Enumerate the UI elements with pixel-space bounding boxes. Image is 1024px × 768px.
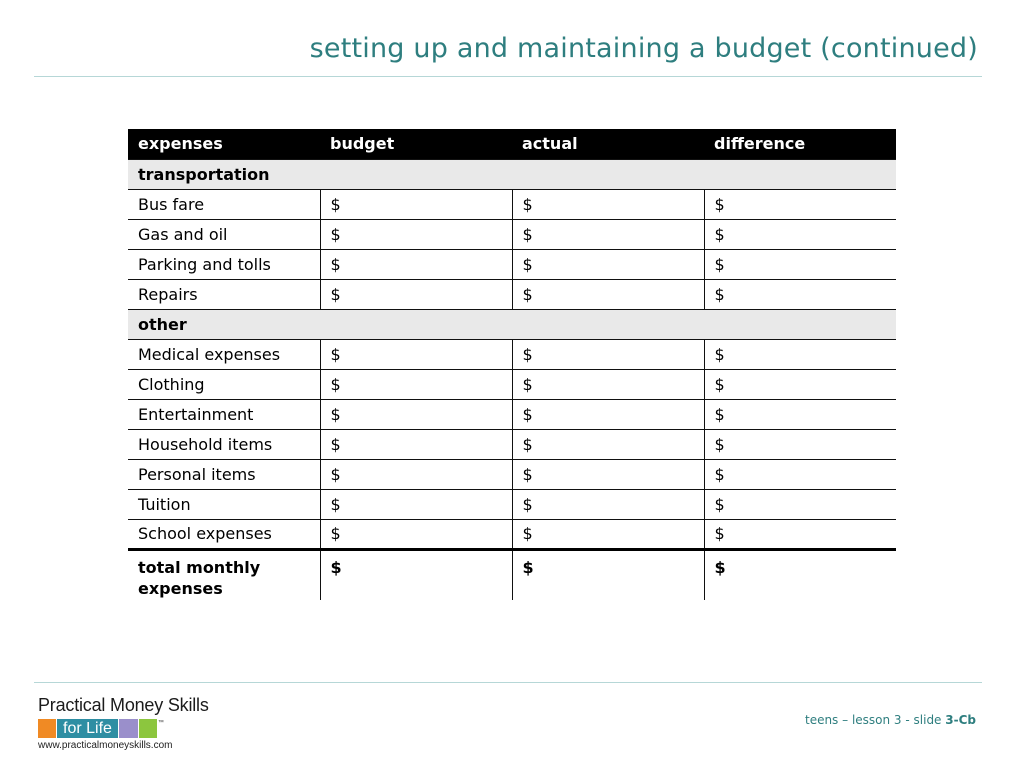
footer-text: teens – lesson 3 - slide xyxy=(804,713,946,727)
logo-subtitle: for Life xyxy=(57,719,118,738)
slide-footer xyxy=(805,713,976,727)
actual-cell: $ xyxy=(512,249,704,279)
actual-cell: $ xyxy=(512,399,704,429)
budget-cell: $ xyxy=(320,429,512,459)
row-label: Clothing xyxy=(128,369,320,399)
budget-cell: $ xyxy=(320,189,512,219)
table-row xyxy=(128,279,896,309)
total-label: total monthly expenses xyxy=(138,557,261,598)
total-difference-cell: $ xyxy=(704,549,896,600)
budget-cell: $ xyxy=(320,219,512,249)
table-row xyxy=(128,189,896,219)
slide-title: setting up and maintaining a budget (continued) xyxy=(309,33,978,64)
practical-money-skills-logo xyxy=(38,695,209,751)
row-label: Tuition xyxy=(128,489,320,519)
title-divider xyxy=(34,76,982,77)
difference-cell: $ xyxy=(704,519,896,549)
difference-cell: $ xyxy=(704,219,896,249)
budget-cell: $ xyxy=(320,279,512,309)
table-row xyxy=(128,399,896,429)
table-row xyxy=(128,459,896,489)
row-label: Personal items xyxy=(128,459,320,489)
logo-trademark: ™ xyxy=(157,720,164,726)
logo-purple-block xyxy=(119,719,138,738)
section-label: other xyxy=(128,309,896,339)
difference-cell: $ xyxy=(704,369,896,399)
table-row xyxy=(128,429,896,459)
difference-cell: $ xyxy=(704,189,896,219)
slide-id: 3-Cb xyxy=(945,713,976,727)
budget-cell: $ xyxy=(320,339,512,369)
actual-cell: $ xyxy=(512,279,704,309)
table-row xyxy=(128,489,896,519)
logo-orange-block xyxy=(38,719,56,738)
section-row-transportation xyxy=(128,159,896,189)
actual-cell: $ xyxy=(512,189,704,219)
actual-cell: $ xyxy=(512,339,704,369)
actual-cell: $ xyxy=(512,519,704,549)
logo-url: www.practicalmoneyskills.com xyxy=(38,740,173,751)
actual-cell: $ xyxy=(512,219,704,249)
table-row xyxy=(128,219,896,249)
row-label: Medical expenses xyxy=(128,339,320,369)
table-row xyxy=(128,369,896,399)
footer-divider xyxy=(34,682,982,683)
table-header-row xyxy=(128,129,896,159)
table-row xyxy=(128,249,896,279)
header-expenses: expenses xyxy=(128,129,320,159)
header-difference: difference xyxy=(704,129,896,159)
budget-table xyxy=(128,129,896,600)
row-label: Gas and oil xyxy=(128,219,320,249)
header-budget: budget xyxy=(320,129,512,159)
difference-cell: $ xyxy=(704,339,896,369)
total-budget-cell: $ xyxy=(320,549,512,600)
actual-cell: $ xyxy=(512,459,704,489)
difference-cell: $ xyxy=(704,459,896,489)
row-label: Bus fare xyxy=(128,189,320,219)
actual-cell: $ xyxy=(512,489,704,519)
difference-cell: $ xyxy=(704,279,896,309)
difference-cell: $ xyxy=(704,399,896,429)
difference-cell: $ xyxy=(704,429,896,459)
difference-cell: $ xyxy=(704,489,896,519)
difference-cell: $ xyxy=(704,249,896,279)
total-row xyxy=(128,549,896,600)
budget-cell: $ xyxy=(320,399,512,429)
budget-cell: $ xyxy=(320,459,512,489)
header-actual: actual xyxy=(512,129,704,159)
actual-cell: $ xyxy=(512,429,704,459)
budget-cell: $ xyxy=(320,369,512,399)
logo-color-bar xyxy=(38,719,209,738)
row-label: Parking and tolls xyxy=(128,249,320,279)
row-label: Household items xyxy=(128,429,320,459)
section-label: transportation xyxy=(128,159,896,189)
section-row-other xyxy=(128,309,896,339)
row-label: Entertainment xyxy=(128,399,320,429)
row-label: School expenses xyxy=(128,519,320,549)
logo-green-block xyxy=(139,719,157,738)
total-actual-cell: $ xyxy=(512,549,704,600)
budget-cell: $ xyxy=(320,519,512,549)
logo-title: Practical Money Skills xyxy=(38,695,209,715)
table-row xyxy=(128,339,896,369)
budget-cell: $ xyxy=(320,489,512,519)
table-row xyxy=(128,519,896,549)
row-label: Repairs xyxy=(128,279,320,309)
budget-cell: $ xyxy=(320,249,512,279)
actual-cell: $ xyxy=(512,369,704,399)
